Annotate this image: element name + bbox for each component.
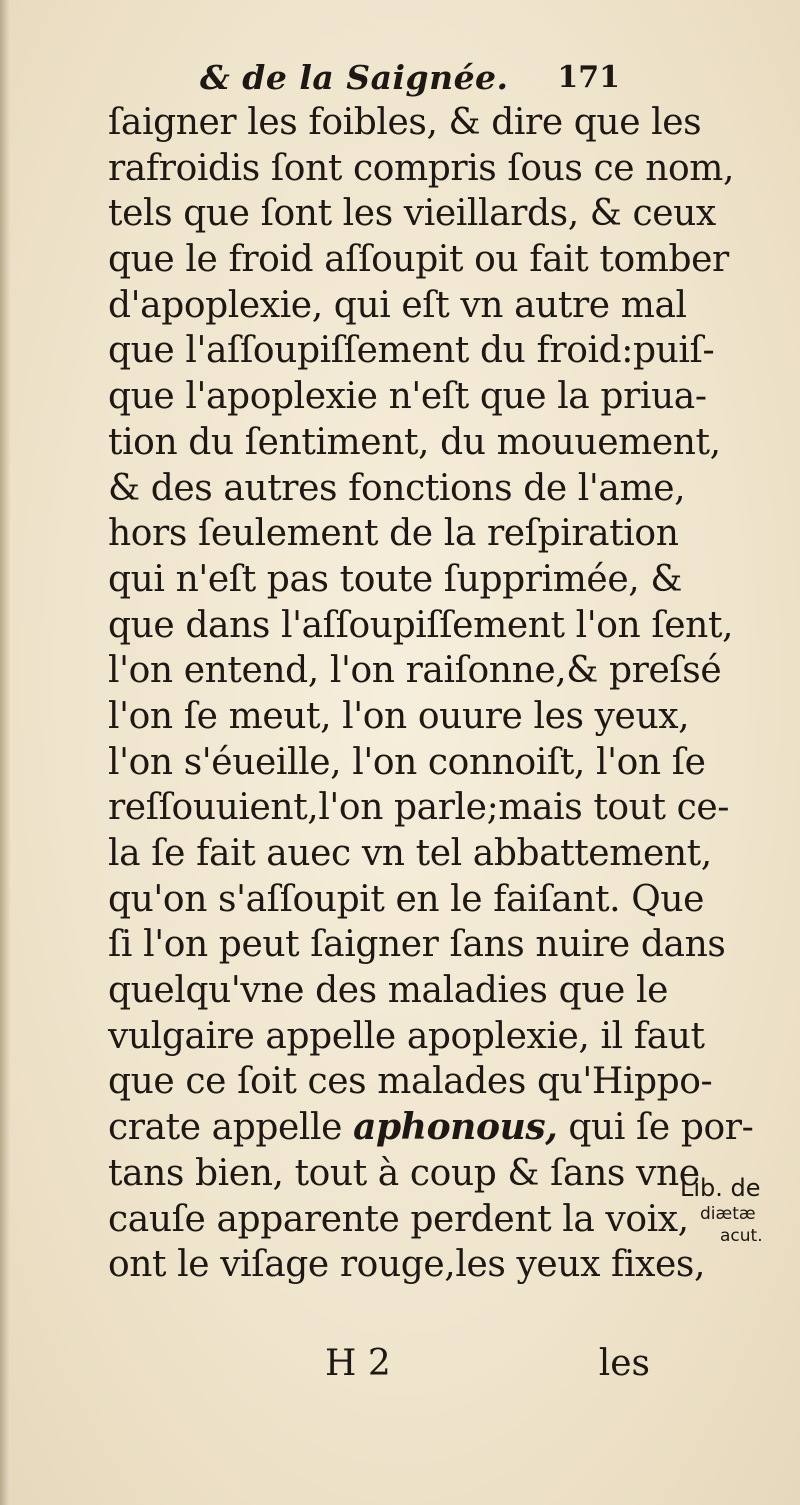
text-line: l'on ſe meut, l'on ouure les yeux,: [108, 695, 690, 737]
text-line: que ce ſoit ces malades qu'Hippo-: [108, 1061, 713, 1103]
binding-edge: [0, 0, 10, 1505]
text-line: ſaigner les foibles, & dire que les: [108, 102, 702, 143]
text-line: vulgaire appelle apoplexie, il faut: [108, 1015, 705, 1057]
text-line: hors ſeulement de la reſpiration: [108, 513, 679, 555]
text-line: quelqu'vne des maladies que le: [108, 970, 668, 1012]
text-line: que l'apoplexie n'eſt que la priua-: [108, 376, 707, 418]
text-line: la ſe fait auec vn tel abbattement,: [108, 833, 712, 874]
catchword: les: [598, 1343, 650, 1384]
line-end: qui ſe por-: [557, 1107, 754, 1149]
page-number: 171: [557, 60, 620, 95]
running-title: & de la Saignée.: [200, 58, 509, 97]
text-line: rafroidis ſont compris ſous ce nom,: [108, 147, 735, 189]
text-line: ont le viſage rouge,les yeux fixes,: [108, 1244, 705, 1286]
text-line: cauſe apparente perdent la voix,: [108, 1198, 689, 1240]
text-line: tans bien, tout à coup & ſans vne: [108, 1152, 700, 1194]
text-line: qui n'eſt pas toute ſupprimée, &: [108, 558, 682, 600]
text-line: tels que ſont les vieillards, & ceux: [108, 193, 716, 235]
text-line: & des autres fonctions de l'ame,: [108, 467, 686, 509]
marginal-note: [680, 1173, 790, 1247]
page-footer: [325, 1343, 650, 1388]
text-line: que dans l'aſſoupiſſement l'on ſent,: [108, 604, 734, 646]
page-header: [200, 58, 620, 98]
line-start: crate appelle: [108, 1107, 354, 1149]
text-line: qu'on s'aſſoupit en le faiſant. Que: [108, 878, 705, 920]
marginal-line: Lib. de: [680, 1174, 761, 1202]
text-line: l'on entend, l'on raiſonne,& preſsé: [108, 650, 722, 692]
text-line: que l'aſſoupiſſement du froid:puiſ-: [108, 330, 715, 372]
text-line: que le froid aſſoupit ou fait tomber: [108, 239, 729, 281]
signature-mark: H 2: [325, 1343, 391, 1384]
text-line-with-italic: [108, 1105, 754, 1151]
text-line: d'apoplexie, qui eſt vn autre mal: [108, 284, 687, 326]
text-line: tion du ſentiment, du mouuement,: [108, 421, 721, 463]
text-line: ſi l'on peut ſaigner ſans nuire dans: [108, 924, 726, 966]
marginal-line: acut.: [720, 1226, 763, 1246]
italic-term: aphonous,: [353, 1106, 558, 1149]
text-line: l'on s'éueille, l'on connoiſt, l'on ſe: [108, 741, 706, 783]
text-line: reſſouuient,l'on parle;mais tout ce-: [108, 787, 729, 829]
marginal-line: diætæ: [700, 1204, 756, 1224]
